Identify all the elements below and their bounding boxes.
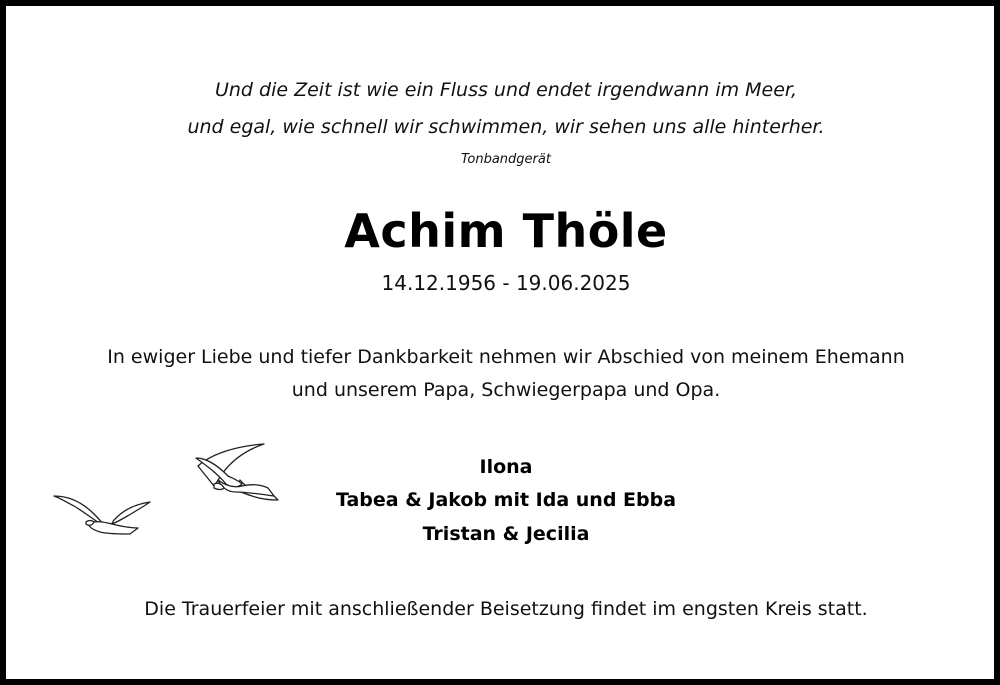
announcement-line-2: und unserem Papa, Schwiegerpapa und Opa. bbox=[291, 379, 721, 401]
quote-line-1: Und die Zeit ist wie ein Fluss und endet irgendwann im Meer, bbox=[214, 79, 798, 101]
family-member-3: Tristan & Jecilia bbox=[422, 523, 590, 545]
quote-line-2: und egal, wie schnell wir schwimmen, wir sehen uns alle hinterher. bbox=[187, 116, 825, 138]
life-dates: 14.12.1956 - 19.06.2025 bbox=[381, 271, 631, 295]
funeral-notice: Die Trauerfeier mit anschließender Beisetzung findet im engsten Kreis statt. bbox=[144, 598, 868, 620]
family-member-2: Tabea & Jakob mit Ida und Ebba bbox=[335, 489, 677, 511]
announcement-line-1: In ewiger Liebe und tiefer Dankbarkeit nehmen wir Abschied von meinem Ehemann bbox=[107, 346, 905, 368]
deceased-name: Achim Thöle bbox=[344, 204, 668, 258]
quote-source: Tonbandgerät bbox=[461, 152, 551, 167]
family-member-1: Ilona bbox=[479, 456, 533, 478]
